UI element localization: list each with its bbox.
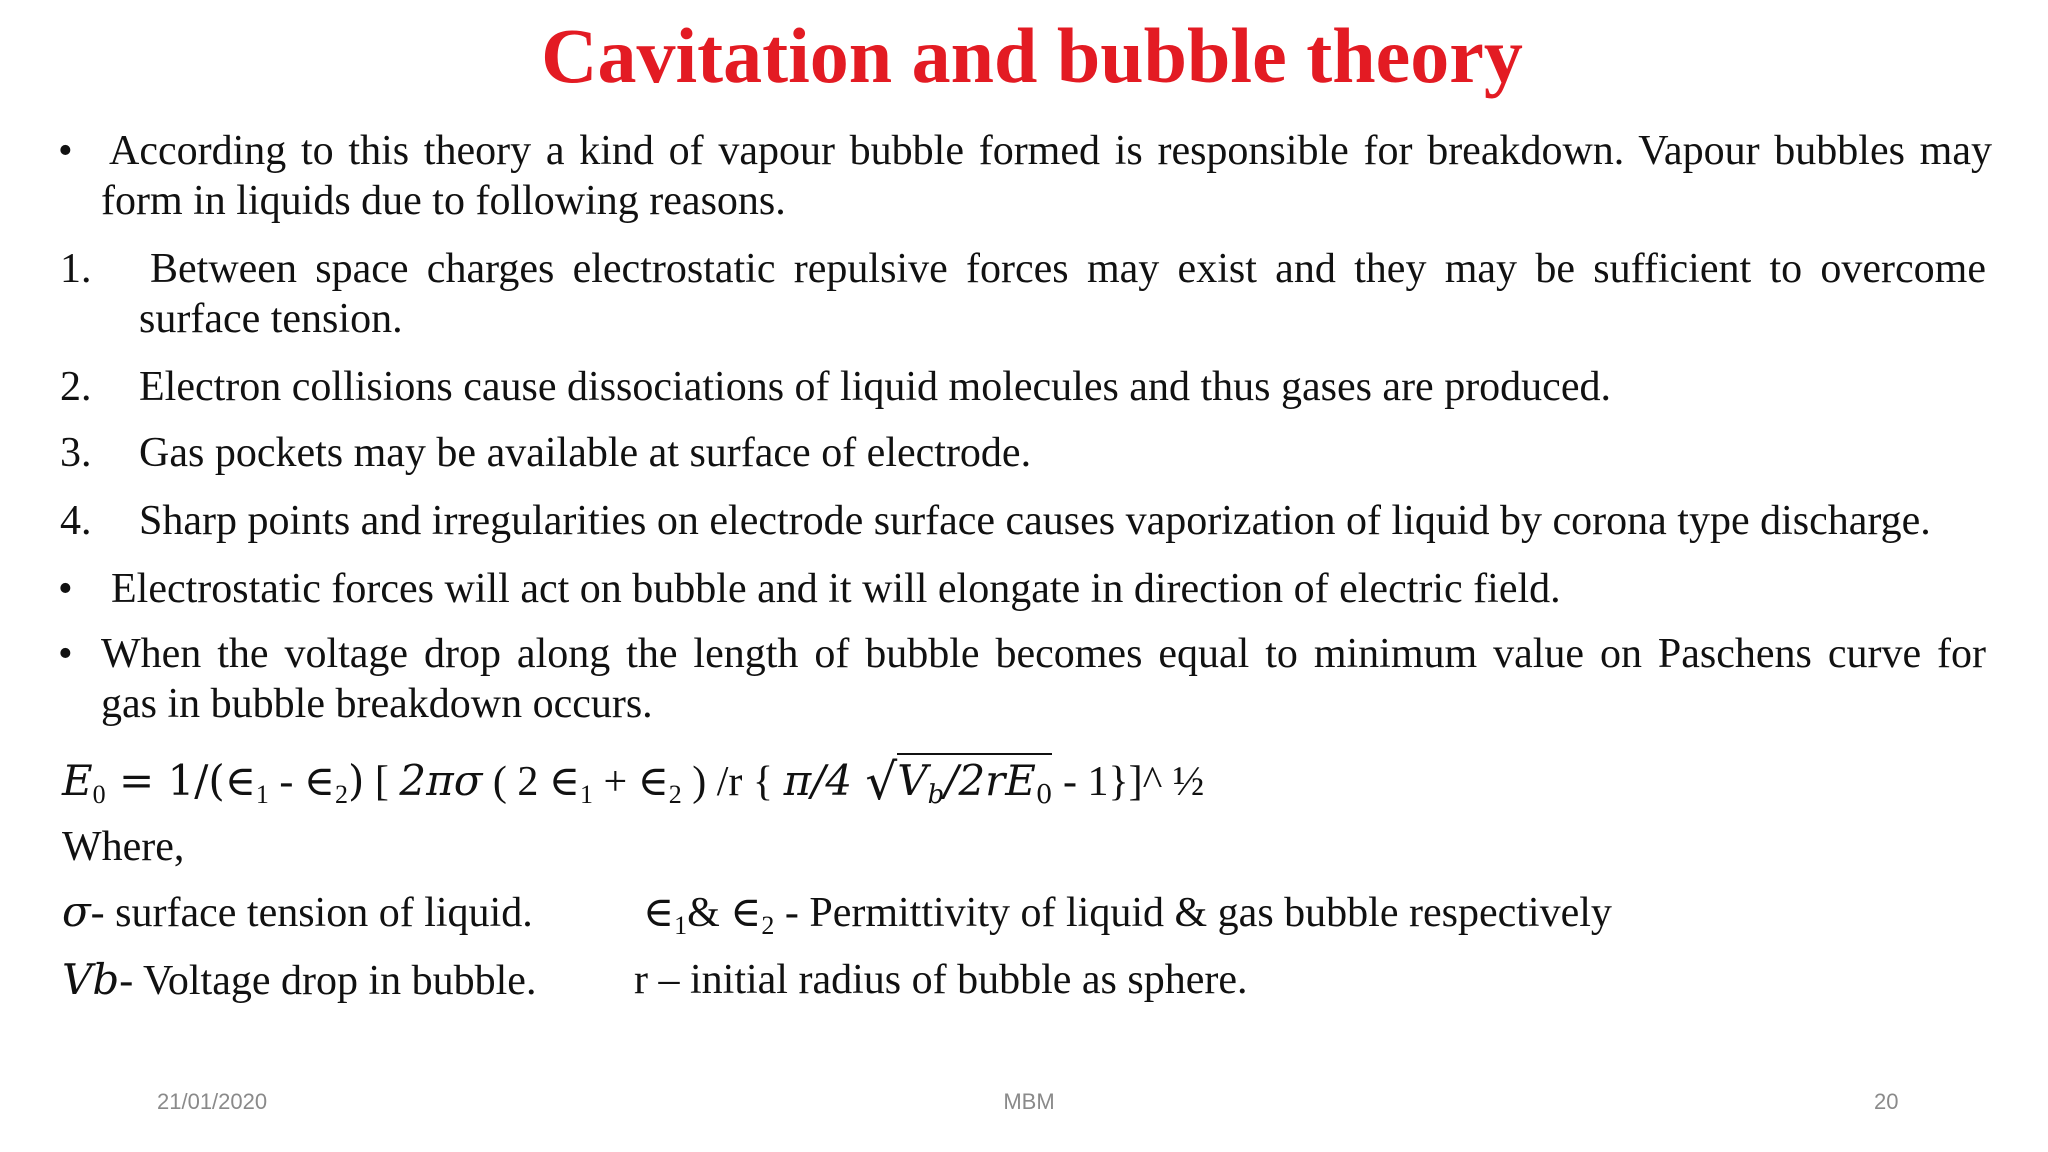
reason-1-line-2: surface tension.	[139, 296, 403, 342]
list-number: 2.	[60, 364, 92, 410]
intro-line-1: According to this theory a kind of vapour bubble formed is responsible for breakdown. Vapour bubbles may	[109, 128, 1992, 174]
definition-radius: r – initial radius of bubble as sphere.	[634, 957, 1248, 1003]
bullet-marker: •	[58, 566, 73, 612]
list-number: 1.	[60, 246, 92, 292]
reason-3-text: Gas pockets may be available at surface of electrode.	[139, 430, 1032, 476]
square-root-symbol: √	[865, 753, 898, 811]
where-label: Where,	[62, 824, 185, 870]
list-number: 4.	[60, 498, 92, 544]
bullet-marker: •	[58, 631, 73, 677]
slide-title: Cavitation and bubble theory	[541, 12, 1523, 99]
footer-date: 21/01/2020	[157, 1089, 268, 1114]
intro-line-2: form in liquids due to following reasons.	[101, 178, 786, 224]
definition-sigma: σ- surface tension of liquid.	[62, 887, 533, 936]
definition-permittivity: $\in_1\&$ $\in_2$ - Permittivity of liquid & gas bubble respectively	[643, 887, 1612, 940]
bullet-voltage-line-1: When the voltage drop along the length of bubble becomes equal to minimum value on Paschens curve for	[101, 631, 1986, 677]
reason-1-line-1: Between space charges electrostatic repulsive forces may exist and they may be sufficient to overcome	[150, 246, 1986, 292]
list-number: 3.	[60, 430, 92, 476]
bullet-marker: •	[58, 128, 73, 174]
reason-2-text: Electron collisions cause dissociations of liquid molecules and thus gases are produced.	[139, 364, 1611, 410]
definition-vb: Vb- Voltage drop in bubble.	[62, 955, 537, 1004]
footer-author: MBM	[1003, 1089, 1055, 1114]
reason-4-text: Sharp points and irregularities on electrode surface causes vaporization of liquid by corona type discharge.	[139, 498, 1931, 544]
breakdown-formula: $E_0$ = $1/(\in_1$ - $\in_2$) [ 2πσ ( 2 $\in_1$ + $\in_2$ ) /r { π/4 $√Vb/2rE_0$ - 1}]^ ½	[62, 753, 1205, 811]
bullet-voltage-line-2: gas in bubble breakdown occurs.	[101, 681, 653, 727]
bullet-electrostatic: Electrostatic forces will act on bubble and it will elongate in direction of electric field.	[111, 566, 1561, 612]
footer-page-number: 20	[1874, 1089, 1899, 1114]
